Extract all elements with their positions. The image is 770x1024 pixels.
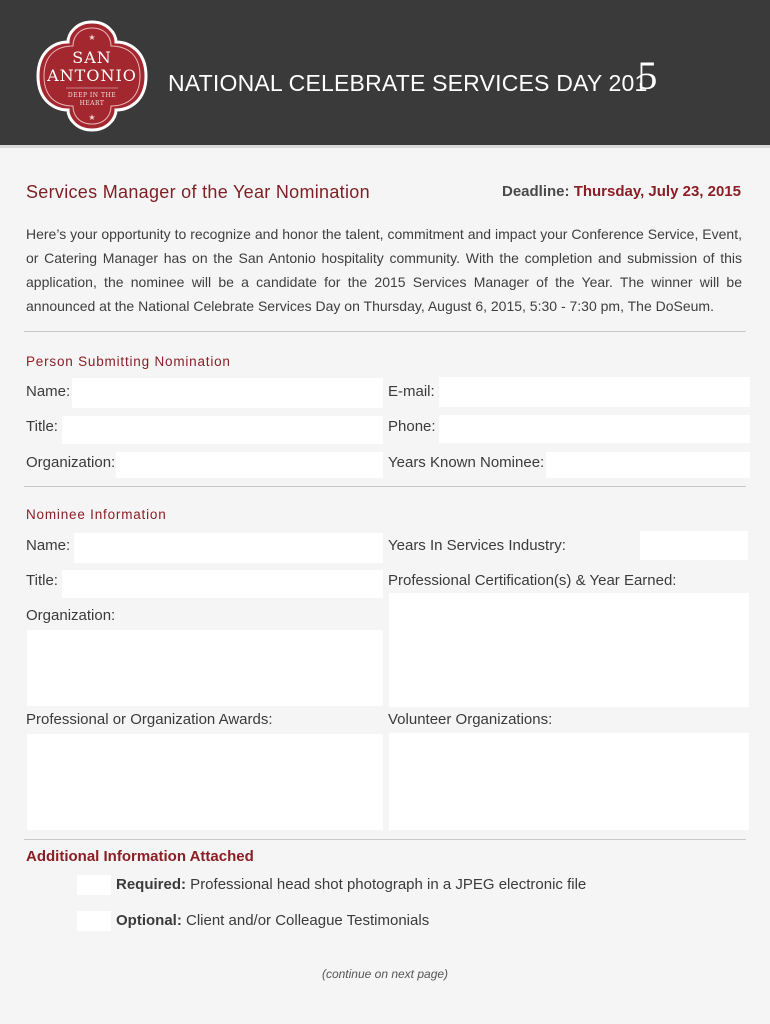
submitter-org-field[interactable] xyxy=(116,452,383,478)
logo-line-san: SAN xyxy=(72,48,112,67)
years-industry-field[interactable] xyxy=(640,531,748,560)
submitter-title-label: Title: xyxy=(26,418,58,435)
logo-line-heart: HEART xyxy=(79,100,105,107)
years-known-label: Years Known Nominee: xyxy=(388,454,545,471)
section-divider xyxy=(24,486,746,487)
intro-paragraph: Here’s your opportunity to recognize and honor the talent, commitment and impact your Conference Service, Event, or Catering Manager has on the San Antonio hospitality community. With the completion and submission of this application, the nominee will be a candidate for the 2015 Services Manager of the Year. The winner will be announced at the National Celebrate Services Day on Thursday, August 6, 2015, 5:30 - 7:30 pm, The DoSeum. xyxy=(26,226,742,314)
form-heading: Services Manager of the Year Nomination xyxy=(26,182,370,202)
required-text: Professional head shot photograph in a JPEG electronic file xyxy=(186,876,587,893)
years-known-field[interactable] xyxy=(546,452,750,478)
nominee-section-title: Nominee Information xyxy=(26,507,167,522)
logo-line-antonio: ANTONIO xyxy=(47,66,137,85)
deadline-label: Deadline: xyxy=(502,183,570,200)
deadline-date: Thursday, July 23, 2015 xyxy=(573,183,741,200)
submitter-title-field[interactable] xyxy=(62,416,383,444)
nominee-org-field[interactable] xyxy=(27,630,383,706)
submitter-email-label: E-mail: xyxy=(388,383,435,400)
header-divider xyxy=(0,145,770,148)
submitter-org-label: Organization: xyxy=(26,454,116,471)
additional-section-title: Additional Information Attached xyxy=(26,848,254,865)
optional-label: Optional: xyxy=(116,912,182,929)
submitter-email-field[interactable] xyxy=(439,377,750,407)
optional-item xyxy=(116,912,429,929)
page-title-text: NATIONAL CELEBRATE SERVICES DAY 201 xyxy=(168,70,648,96)
submitter-phone-field[interactable] xyxy=(439,415,750,443)
deadline xyxy=(502,183,741,200)
logo-line-deep: DEEP IN THE xyxy=(67,92,117,99)
awards-label: Professional or Organization Awards: xyxy=(26,711,273,728)
section-divider xyxy=(24,331,746,332)
years-industry-label: Years In Services Industry: xyxy=(388,537,566,554)
certifications-label: Professional Certification(s) & Year Earned: xyxy=(388,572,677,589)
volunteer-label: Volunteer Organizations: xyxy=(388,711,553,728)
nominee-org-label: Organization: xyxy=(26,607,116,624)
required-label: Required: xyxy=(116,876,187,893)
nominee-title-field[interactable] xyxy=(62,570,383,598)
optional-text: Client and/or Colleague Testimonials xyxy=(181,912,430,929)
nominee-name-field[interactable] xyxy=(74,533,383,563)
svg-text:★: ★ xyxy=(88,113,96,122)
continue-note: (continue on next page) xyxy=(321,967,449,981)
required-item xyxy=(116,876,586,893)
nominee-name-label: Name: xyxy=(26,537,71,554)
section-divider xyxy=(24,839,746,840)
svg-text:★: ★ xyxy=(88,33,96,42)
submitter-name-label: Name: xyxy=(26,383,71,400)
san-antonio-logo xyxy=(36,20,148,132)
optional-checkbox[interactable] xyxy=(77,911,111,931)
volunteer-field[interactable] xyxy=(389,733,749,830)
page-title-tail: 5 xyxy=(637,53,658,98)
submitter-section-title: Person Submitting Nomination xyxy=(26,354,231,369)
certifications-field[interactable] xyxy=(389,593,749,707)
submitter-phone-label: Phone: xyxy=(388,418,436,435)
required-checkbox[interactable] xyxy=(77,875,111,895)
page-header xyxy=(0,0,770,145)
nominee-title-label: Title: xyxy=(26,572,58,589)
awards-field[interactable] xyxy=(27,734,383,830)
page-title xyxy=(168,53,658,98)
submitter-name-field[interactable] xyxy=(72,378,383,408)
